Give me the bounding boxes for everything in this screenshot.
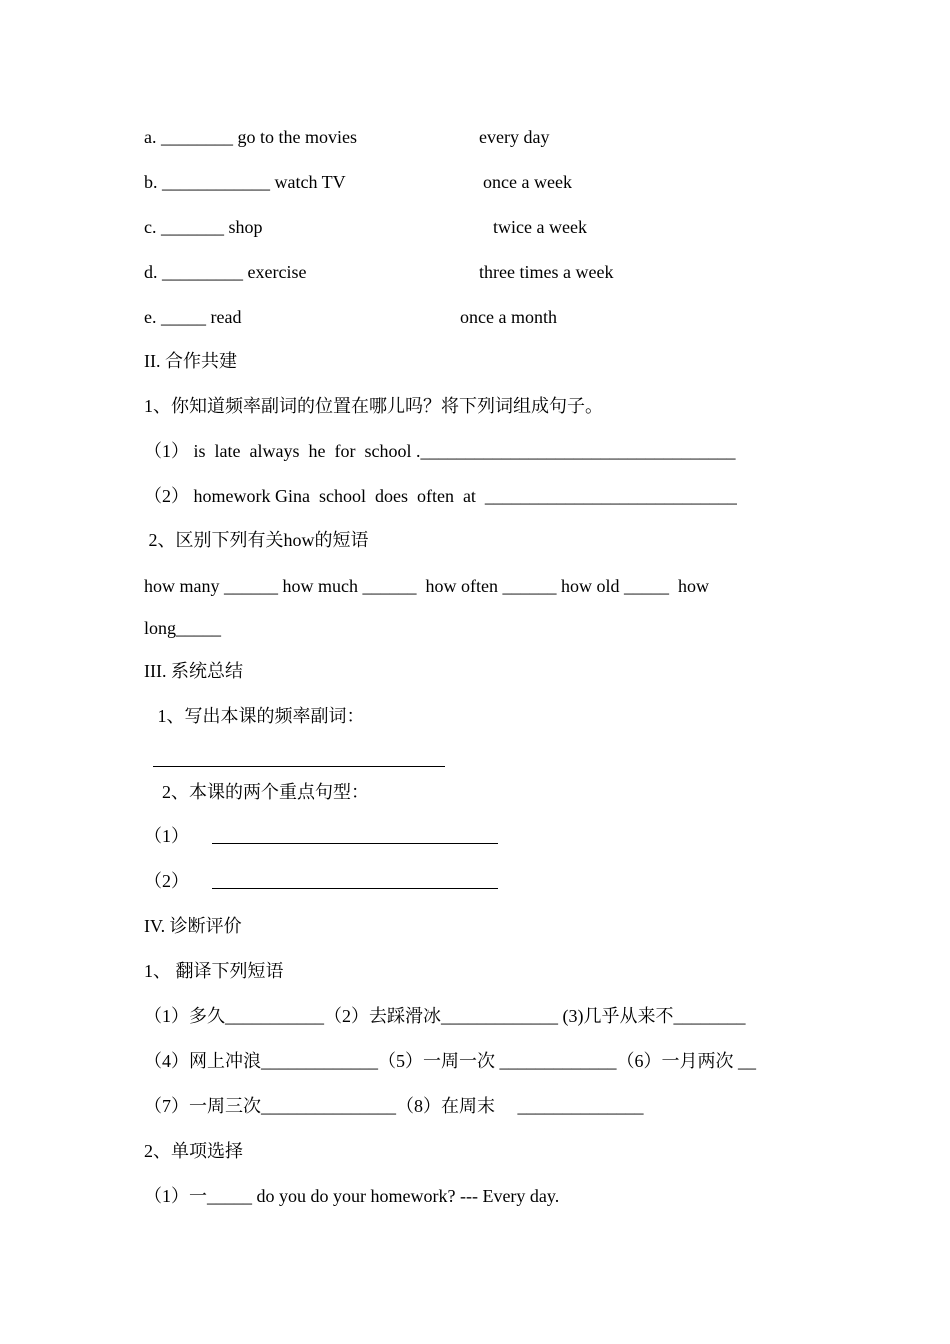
match-frequency-e: once a month <box>460 307 557 327</box>
match-frequency-a: every day <box>479 127 550 147</box>
match-item-c: c. _______ shop <box>144 217 263 237</box>
section-4-heading: IV. 诊断评价 <box>144 916 242 936</box>
section-4-question-2: 2、单项选择 <box>144 1141 243 1161</box>
match-frequency-b: once a week <box>483 172 572 192</box>
pattern-item-1: （1） <box>144 826 189 846</box>
match-item-b: b. ____________ watch TV <box>144 172 346 192</box>
match-frequency-d: three times a week <box>479 262 614 282</box>
match-item-d: d. _________ exercise <box>144 262 307 282</box>
choice-item-1: （1）一_____ do you do your homework? --- Every day. <box>144 1186 560 1206</box>
section-3-heading: III. 系统总结 <box>144 661 243 681</box>
match-item-e: e. _____ read <box>144 307 242 327</box>
pattern-item-2: （2） <box>144 871 189 891</box>
answer-line <box>212 888 498 889</box>
answer-line <box>153 766 445 767</box>
section-3-question-2: 2、本课的两个重点句型： <box>144 782 369 802</box>
section-2-heading: II. 合作共建 <box>144 351 237 371</box>
section-4-question-1: 1、 翻译下列短语 <box>144 961 284 981</box>
match-frequency-c: twice a week <box>493 217 587 237</box>
translate-line-3: （7）一周三次_______________（8）在周末 ______________ <box>144 1096 644 1116</box>
section-2-question-1: 1、你知道频率副词的位置在哪儿吗？将下列词组成句子。 <box>144 396 603 416</box>
sentence-item-2: （2） homework Gina school does often at ____________________________ <box>144 486 737 506</box>
how-phrases-line-1: how many ______ how much ______ how often ______ how old _____ how <box>144 576 709 596</box>
translate-line-2: （4）网上冲浪_____________（5）一周一次 _____________（6）一月两次 __ <box>144 1051 756 1071</box>
section-3-question-1: 1、写出本课的频率副词： <box>144 706 365 726</box>
sentence-item-1: （1） is late always he for school .___________________________________ <box>144 441 736 461</box>
answer-line <box>212 843 498 844</box>
section-2-question-2: 2、区别下列有关how的短语 <box>144 530 369 550</box>
translate-line-1: （1）多久___________（2）去踩滑冰_____________ (3)几乎从来不________ <box>144 1006 746 1026</box>
how-phrases-line-2: long_____ <box>144 618 222 638</box>
match-item-a: a. ________ go to the movies <box>144 127 357 147</box>
